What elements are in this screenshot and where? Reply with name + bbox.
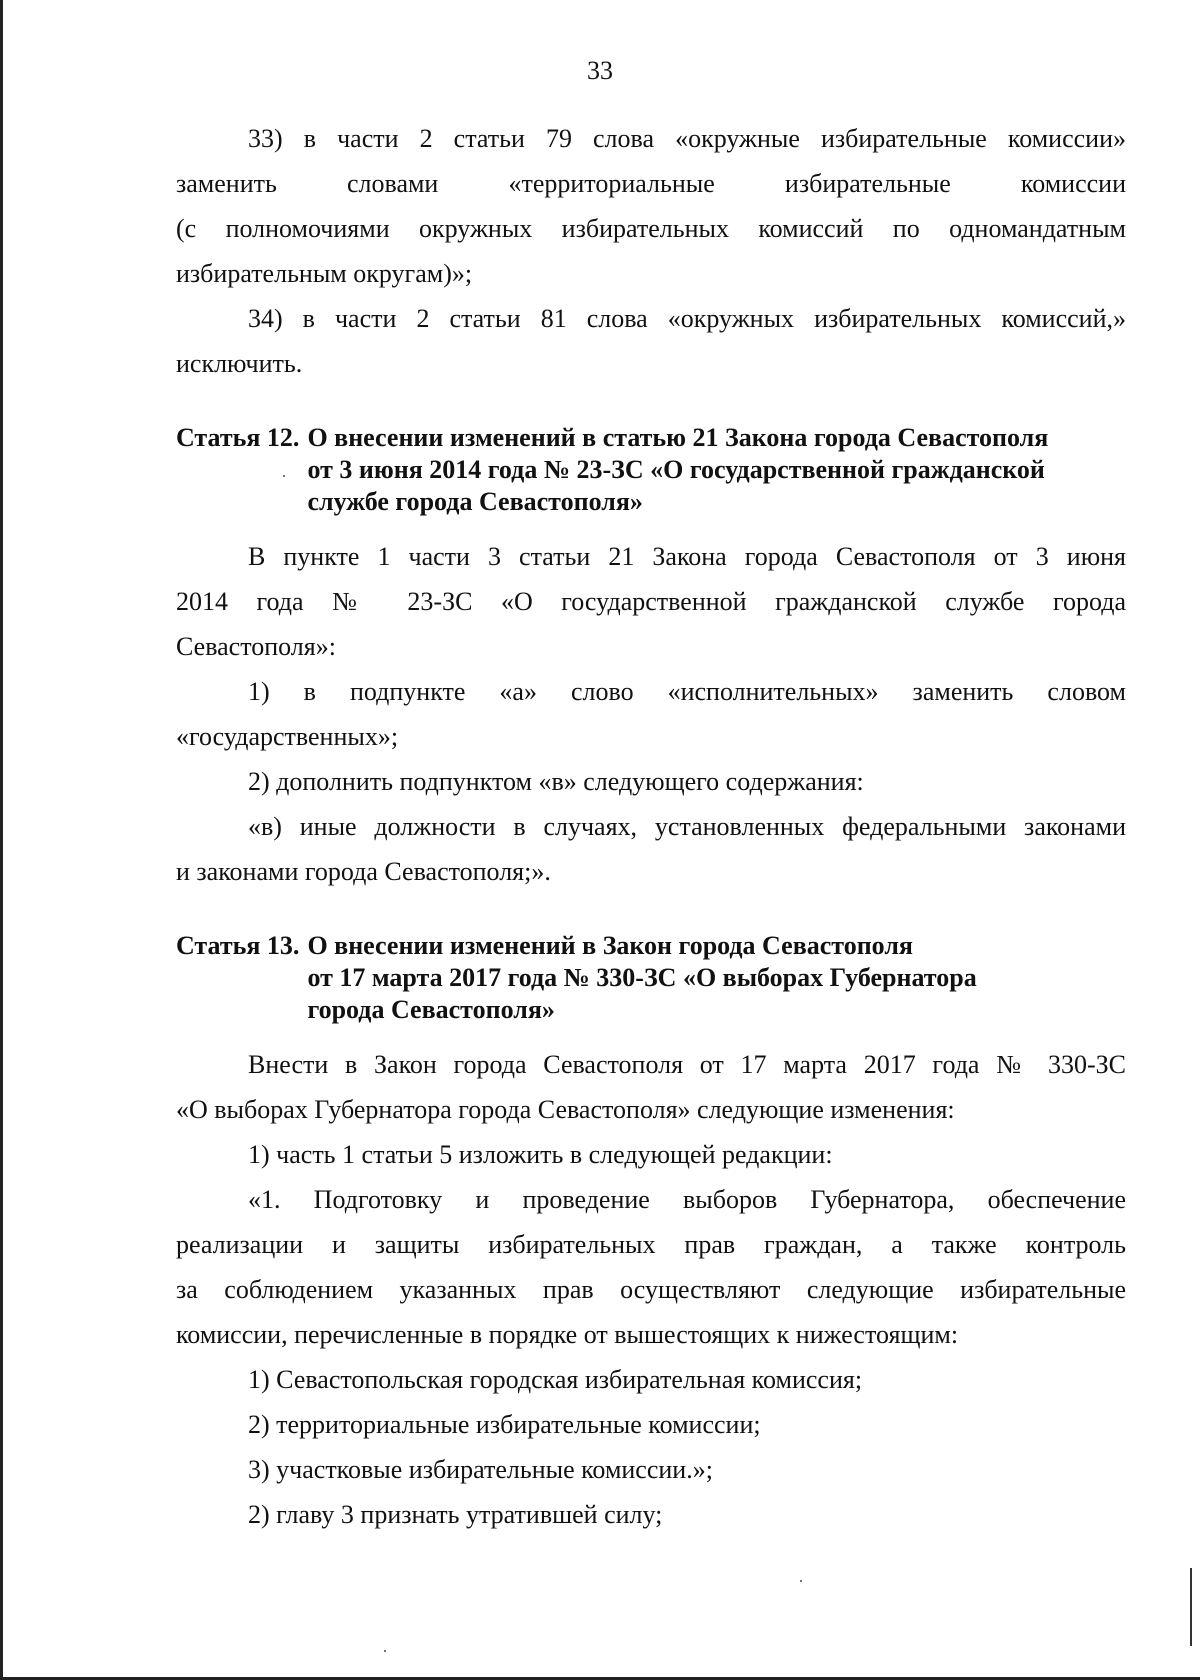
paragraph-line: «1. Подготовку и проведение выборов Губернатора, обеспечение xyxy=(248,1185,1126,1214)
paragraph-line: 2) дополнить подпунктом «в» следующего содержания: xyxy=(248,767,864,796)
paragraph-line: Внести в Закон города Севастополя от 17 марта 2017 года № 330-ЗС xyxy=(248,1050,1126,1079)
paragraph-line: 3) участковые избирательные комиссии.»; xyxy=(248,1455,713,1484)
spacer xyxy=(176,1026,1126,1042)
article-heading xyxy=(176,930,1126,1026)
paragraph xyxy=(176,1177,1126,1357)
article-title-line: города Севастополя» xyxy=(307,995,555,1024)
paragraph xyxy=(176,296,1126,386)
paragraph-line: за соблюдением указанных прав осуществляют следующие избирательные xyxy=(176,1275,1126,1304)
article-title-line: службе города Севастополя» xyxy=(307,487,643,516)
paragraph-line: реализации и защиты избирательных прав граждан, а также контроль xyxy=(176,1230,1126,1259)
paragraph-line: 1) часть 1 статьи 5 изложить в следующей редакции: xyxy=(248,1140,833,1169)
article-title-line: О внесении изменений в статью 21 Закона города Севастополя xyxy=(307,423,1049,452)
article-title xyxy=(307,930,1126,1026)
paragraph-line: и законами города Севастополя;». xyxy=(176,857,551,886)
scan-border-right xyxy=(1190,1568,1192,1646)
paragraph-line: заменить словами «территориальные избирательные комиссии xyxy=(176,169,1126,198)
paragraph-line: 2) главу 3 признать утратившей силу; xyxy=(248,1500,663,1529)
article-number: Статья 12. xyxy=(176,423,300,452)
paragraph xyxy=(176,669,1126,759)
scan-border-left xyxy=(0,0,3,1680)
paragraph-line: избирательным округам)»; xyxy=(176,259,473,288)
paragraph xyxy=(176,1402,1126,1447)
article-title-line: от 17 марта 2017 года № 330-ЗС «О выборах Губернатора xyxy=(307,963,977,992)
spacer xyxy=(176,894,1126,930)
paragraph-line: 1) в подпункте «а» слово «исполнительных» заменить словом xyxy=(248,677,1126,706)
paragraph-line: (с полномочиями окружных избирательных комиссий по одномандатным xyxy=(176,214,1126,243)
article-number: Статья 13. xyxy=(176,931,300,960)
spacer xyxy=(176,518,1126,534)
paragraph xyxy=(176,116,1126,296)
paragraph-line: комиссии, перечисленные в порядке от вышестоящих к нижестоящим: xyxy=(176,1320,959,1349)
paragraph-line: «О выборах Губернатора города Севастополя» следующие изменения: xyxy=(176,1095,955,1124)
paragraph-line: 1) Севастопольская городская избирательная комиссия; xyxy=(248,1365,863,1394)
paragraph-line: «государственных»; xyxy=(176,722,399,751)
article-title-line: О внесении изменений в Закон города Севастополя xyxy=(307,931,913,960)
article-heading xyxy=(176,422,1126,518)
article-title-line: от 3 июня 2014 года № 23-ЗС «О государственной гражданской xyxy=(307,455,1045,484)
paragraph-line: В пункте 1 части 3 статьи 21 Закона города Севастополя от 3 июня xyxy=(248,542,1126,571)
article-title xyxy=(307,422,1126,518)
paragraph-line: 2) территориальные избирательные комиссии; xyxy=(248,1410,761,1439)
paragraph-line: Севастополя»: xyxy=(176,632,336,661)
paragraph xyxy=(176,534,1126,669)
paragraph xyxy=(176,759,1126,804)
paragraph xyxy=(176,1132,1126,1177)
paragraph-line: 34) в части 2 статьи 81 слова «окружных избирательных комиссий,» xyxy=(248,304,1126,333)
paragraph xyxy=(176,1042,1126,1132)
paragraph xyxy=(176,1357,1126,1402)
paragraph-line: исключить. xyxy=(176,349,303,378)
page-number: 33 xyxy=(587,56,613,85)
paragraph xyxy=(176,804,1126,894)
paragraph-line: «в) иные должности в случаях, установленных федеральными законами xyxy=(248,812,1126,841)
paragraph xyxy=(176,1492,1126,1537)
document-body xyxy=(176,116,1126,1537)
paragraph-line: 33) в части 2 статьи 79 слова «окружные избирательные комиссии» xyxy=(248,124,1126,153)
paragraph xyxy=(176,1447,1126,1492)
spacer xyxy=(176,386,1126,422)
paragraph-line: 2014 года № 23-ЗС «О государственной гражданской службе города xyxy=(176,587,1126,616)
